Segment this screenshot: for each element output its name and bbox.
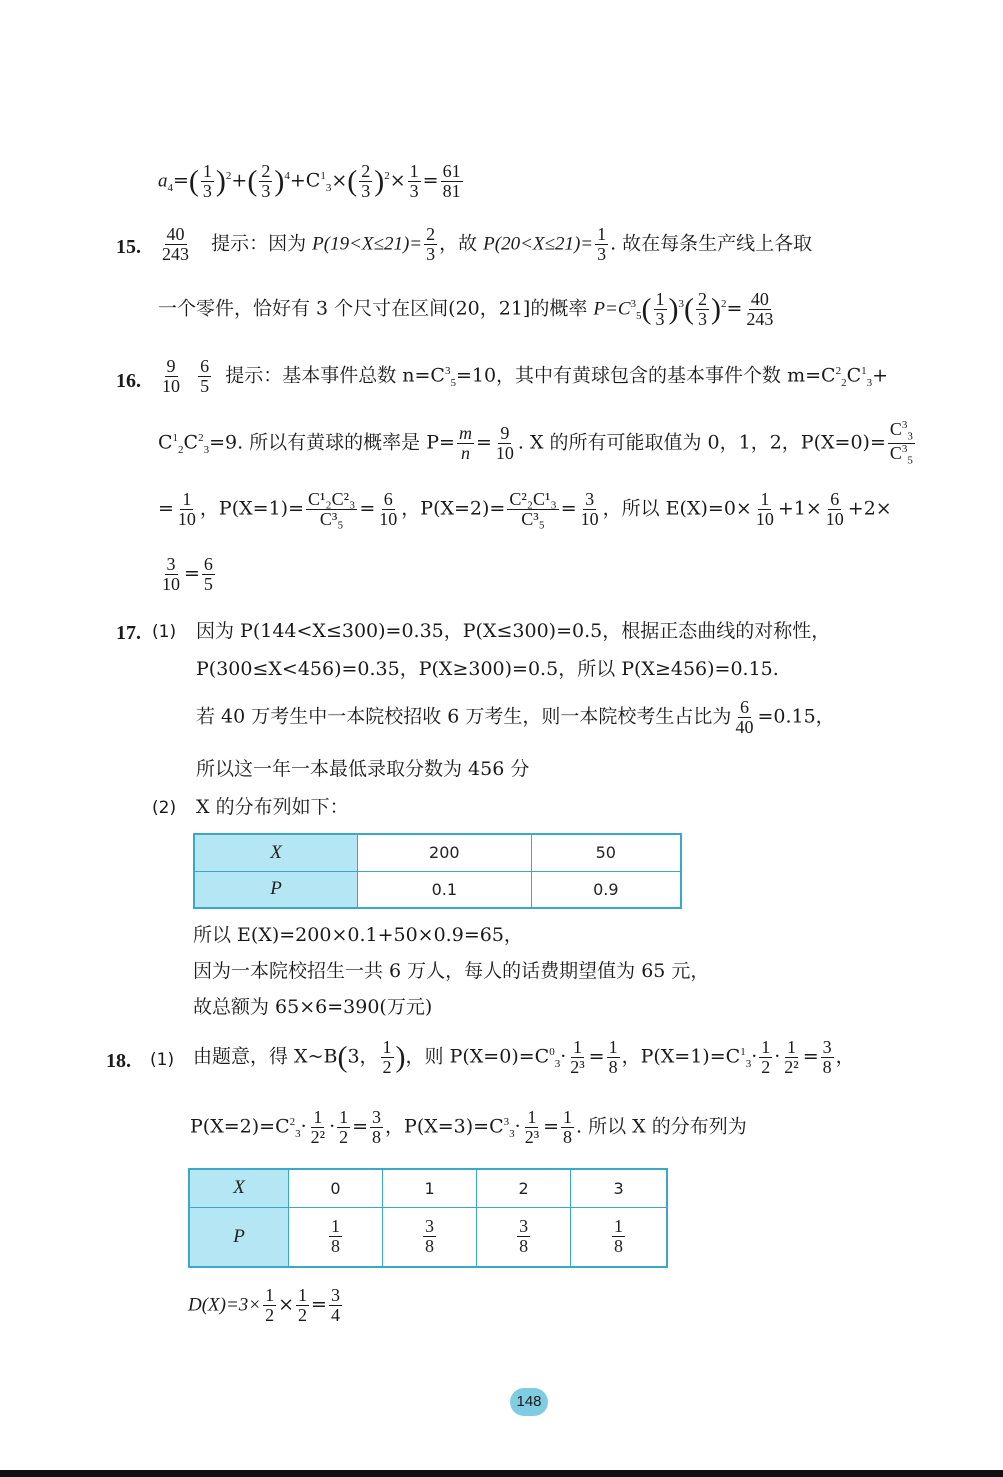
q17-line-5: X 的分布列如下： bbox=[196, 796, 349, 818]
question-number-16: 16. bbox=[116, 370, 141, 392]
q16-line-2: $C^1_2C^2_3=9$. 所以有黄球的概率是 P= $\frac{m}{n}$ = $\frac{9}{10}$ . X 的所有可能取值为 0，1，2，P(X=0)= $\frac{C^3_3}{C^3_5}$ bbox=[158, 419, 913, 467]
table-cell: $\frac{1}{8}$ bbox=[289, 1207, 383, 1267]
q17-line-7: 因为一本院校招生一共 6 万人，每人的话费期望值为 65 元， bbox=[193, 960, 710, 982]
q17-part-2-label: (2) bbox=[152, 798, 177, 818]
table-cell: 50 bbox=[531, 834, 681, 871]
table-cell: $\frac{3}{8}$ bbox=[477, 1207, 571, 1267]
table-header-p: P bbox=[189, 1207, 289, 1267]
q18-part-1-label: (1) bbox=[150, 1050, 175, 1070]
q16-line-1: $\frac{9}{10}$ $\frac{6}{5}$ 提示：基本事件总数 $n=C^3_5=10$，其中有黄球包含的基本事件个数 $m=C^2_2C^1_3+$ bbox=[162, 356, 889, 396]
question-number-17: 17. bbox=[116, 622, 141, 644]
q18-line-1: 由题意，得 X~B(3， $\frac{1}{2}$ )，则 $P(X=0)=C^0_3\cdot$ $\frac{1}{\text{2³}}$ = $\frac{1}{8}$ ，$P(X=1)=C^1_3\cdot$ $\frac{1}{2}$ · $\frac{1}{\text{2²}}$ = $\frac{3}{8}$ ， bbox=[193, 1037, 855, 1077]
q17-line-8: 故总额为 65×6=390(万元) bbox=[193, 996, 433, 1018]
q17-line-3: 若 40 万考生中一本院校招收 6 万考生，则一本院校考生占比为 $\frac{6}{40}$ =0.15， bbox=[196, 697, 835, 737]
scan-edge-bar bbox=[0, 1470, 1003, 1477]
question-number-15: 15. bbox=[116, 236, 141, 258]
q18-distribution-table bbox=[188, 1168, 668, 1268]
table-header-x: X bbox=[194, 834, 358, 871]
table-header-p: P bbox=[194, 871, 358, 908]
q17-part-1-label: (1) bbox=[152, 622, 177, 642]
q17-line-6: 所以 E(X)=200×0.1+50×0.9=65， bbox=[193, 924, 523, 946]
table-row bbox=[194, 871, 681, 908]
table-cell: $\frac{1}{8}$ bbox=[571, 1207, 667, 1267]
table-cell: $\frac{3}{8}$ bbox=[383, 1207, 477, 1267]
table-cell: 0.9 bbox=[531, 871, 681, 908]
q17-line-4: 所以这一年一本最低录取分数为 456 分 bbox=[196, 758, 530, 780]
table-cell: 3 bbox=[571, 1169, 667, 1207]
q15-line-2: 一个零件，恰好有 3 个尺寸在区间(20，21]的概率 $P=C^3_5$( $\frac{1}{3}$ )$^3$( $\frac{2}{3}$ )$^2$= $\frac{40}{243}$ bbox=[158, 289, 774, 329]
page-number-badge: 148 bbox=[510, 1388, 548, 1416]
table-row bbox=[189, 1207, 667, 1267]
q16-line-4: $\frac{3}{10}$ = $\frac{6}{5}$ bbox=[162, 554, 213, 594]
table-cell: 200 bbox=[358, 834, 532, 871]
q15-line-1: $\frac{40}{243}$ 提示：因为 P(19<X≤21)= $\frac{2}{3}$ ，故 P(20<X≤21)= $\frac{1}{3}$ . 故在每条生产线上各取 bbox=[162, 224, 813, 264]
q17-line-2: P(300≤X<456)=0.35，P(X≥300)=0.5，所以 P(X≥456)=0.15. bbox=[196, 658, 779, 680]
q16-line-3: = $\frac{1}{10}$ ，P(X=1)= $\frac{\text{C¹₂C²₃}}{\text{C³₅}}$ = $\frac{6}{10}$ ，P(X=2)= $\frac{\text{C²₂C¹₃}}{\text{C³₅}}$ = $\frac{3}{10}$ ，所以 E(X)=0× $\frac{1}{10}$ +1× $\frac{6}{10}$ +2× bbox=[158, 489, 892, 529]
q18-line-3: D(X)=3× $\frac{1}{2}$ × $\frac{1}{2}$ = $\frac{3}{4}$ bbox=[188, 1285, 340, 1325]
q17-distribution-table bbox=[193, 833, 682, 909]
table-row bbox=[194, 834, 681, 871]
table-cell: 1 bbox=[383, 1169, 477, 1207]
table-cell: 0 bbox=[289, 1169, 383, 1207]
question-number-18: 18. bbox=[106, 1050, 131, 1072]
table-cell: 0.1 bbox=[358, 871, 532, 908]
table-header-x: X bbox=[189, 1169, 289, 1207]
table-row bbox=[189, 1169, 667, 1207]
q17-line-1: 因为 P(144<X≤300)=0.35，P(X≤300)=0.5，根据正态曲线的对称性， bbox=[196, 620, 831, 642]
q18-line-2: $P(X=2)=C^2_3\cdot$ $\frac{1}{\text{2²}}$ · $\frac{1}{2}$ = $\frac{3}{8}$ ，$P(X=3)=C^3_3\cdot$ $\frac{1}{\text{2³}}$ = $\frac{1}{8}$ . 所以 X 的分布列为 bbox=[190, 1107, 747, 1147]
table-cell: 2 bbox=[477, 1169, 571, 1207]
q14-formula: $a_4=$( $\frac{1}{3}$ )$^2$+( $\frac{2}{3}$ )$^4+C^1_3\times$( $\frac{2}{3}$ )$^2$× $\frac{1}{3}$ = $\frac{61}{81}$ bbox=[158, 161, 461, 201]
